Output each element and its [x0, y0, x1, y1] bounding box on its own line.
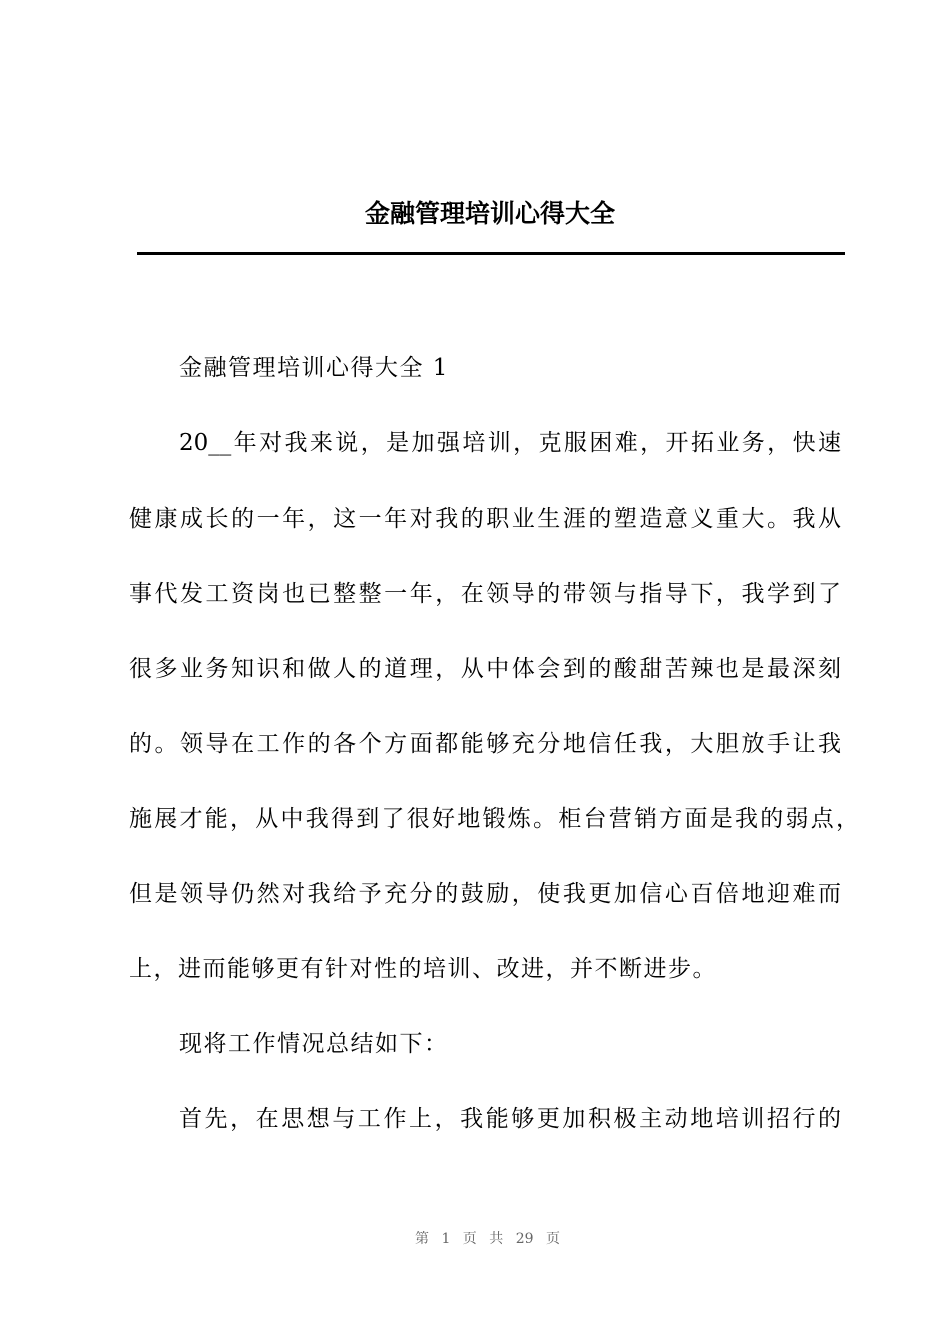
body-line: 20__年对我来说，是加强培训，克服困难，开拓业务，快速 — [179, 430, 841, 456]
body-line: 首先，在思想与工作上，我能够更加积极主动地培训招行的 — [179, 1106, 841, 1132]
body-line: 健康成长的一年，这一年对我的职业生涯的塑造意义重大。我从 — [129, 506, 841, 532]
page-number-footer: 第 1 页 共 29 页 — [415, 1231, 560, 1247]
body-line: 上，进而能够更有针对性的培训、改进，并不断进步。 — [129, 956, 717, 982]
document-title: 金融管理培训心得大全 — [364, 199, 615, 228]
section-heading: 金融管理培训心得大全 1 — [179, 355, 449, 381]
body-line: 但是领导仍然对我给予充分的鼓励，使我更加信心百倍地迎难而 — [129, 881, 841, 907]
body-line: 现将工作情况总结如下： — [179, 1031, 449, 1057]
title-divider — [137, 252, 845, 255]
body-line: 的。领导在工作的各个方面都能够充分地信任我，大胆放手让我 — [129, 731, 841, 757]
body-line: 很多业务知识和做人的道理，从中体会到的酸甜苦辣也是最深刻 — [129, 656, 841, 682]
body-line: 施展才能，从中我得到了很好地锻炼。柜台营销方面是我的弱点， — [129, 806, 859, 832]
body-line: 事代发工资岗也已整整一年，在领导的带领与指导下，我学到了 — [129, 581, 841, 607]
